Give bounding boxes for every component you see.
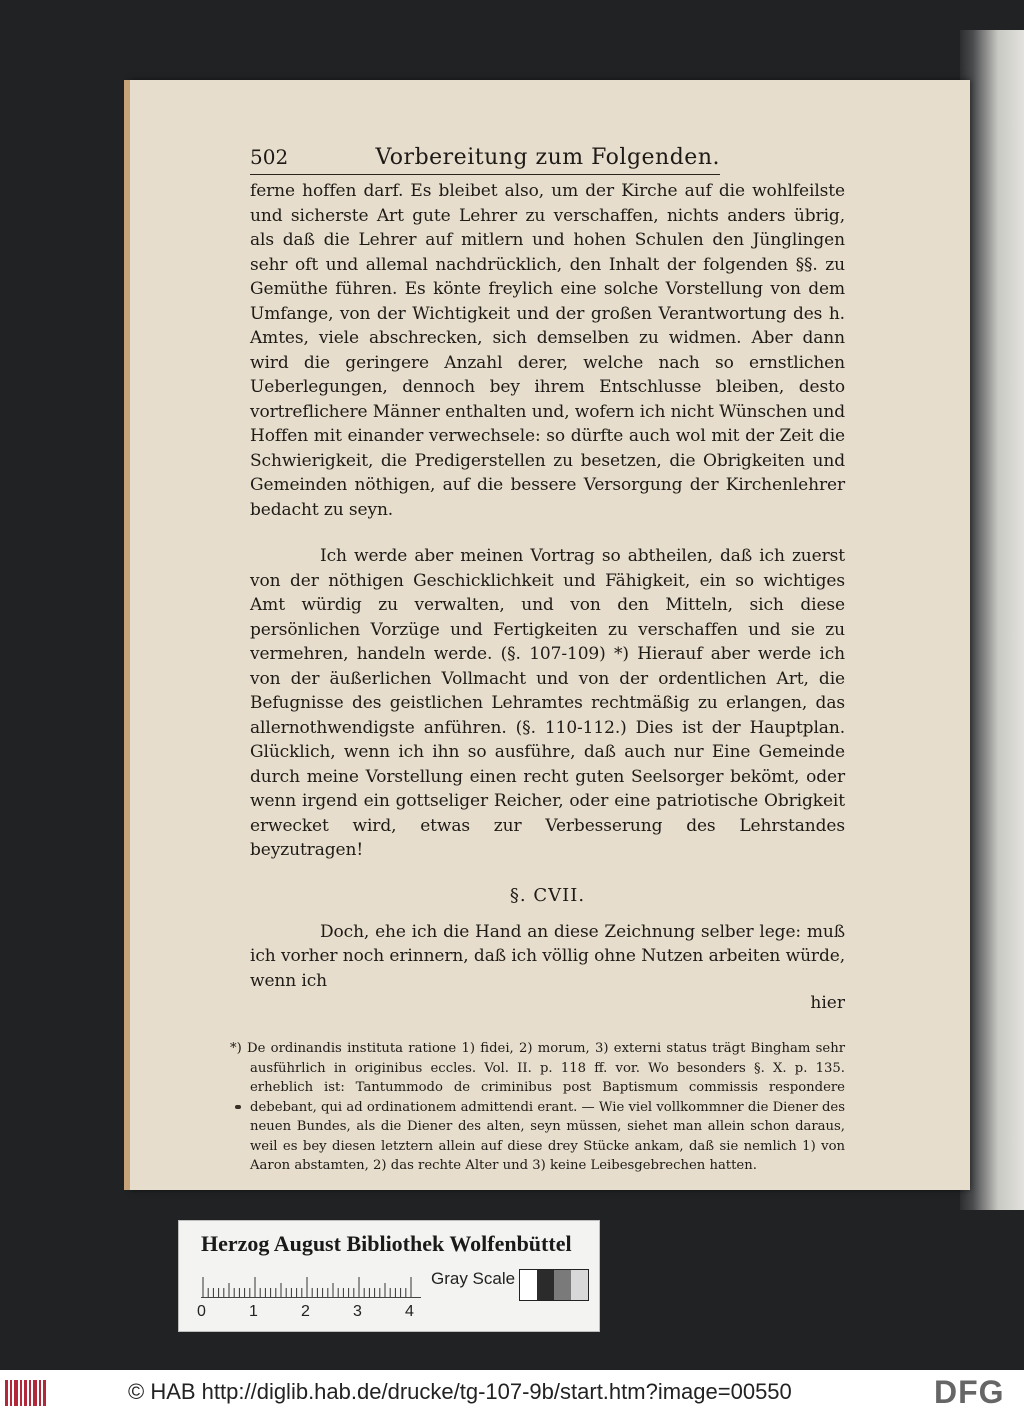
- gray-scale-label: Gray Scale: [431, 1269, 516, 1288]
- gray-swatch-mid: [554, 1270, 571, 1300]
- footer-url[interactable]: © HAB http://diglib.hab.de/drucke/tg-107-9b/start.htm?image=00550: [128, 1379, 792, 1404]
- ruler-label-4: 4: [405, 1303, 414, 1320]
- paragraph-3: Doch, ehe ich die Hand an diese Zeichnung selber lege: muß ich vorher noch erinnern, daß ich völlig ohne Nutzen arbeiten würde, wenn ich: [250, 921, 845, 991]
- paragraph-1: ferne hoffen darf. Es bleibet also, um der Kirche auf die wohlfeilste und sicherste Art gute Lehrer zu verschaffen, nichts anders übrig, als daß die Lehrer auf mitlern und hohen Schulen den Jünglingen sehr oft und allemal nachdrücklich, den Inhalt der folgenden §§. zu Gemüthe führen. Es könte freylich eine solche Vorstellung von dem Umfange, von der Wichtigkeit und der großen Verantwortung des h. Amtes, viele abschrecken, sich demselben zu widmen. Aber dann wird die geringere Anzahl derer, welche nach so ernstlichen Ueberlegungen, dennoch bey ihrem Entschlusse bleiben, desto vortreflichere Männer enthalten und, wofern ich nicht Wünschen und Hoffen mit einander verwechsele: so dürfte auch wol mit der Zeit die Schwierigkeit, die Predigerstellen zu besetzen, die Obrigkeiten und Gemeinden nöthigen, auf die bessere Versorgung der Kirchenlehrer bedacht zu seyn.: [250, 181, 845, 520]
- ruler-label-1: 1: [249, 1303, 258, 1320]
- page-content: [230, 145, 845, 1189]
- footnote: *) De ordinandis instituta ratione 1) fidei, 2) morum, 3) externi status trägt Bingham sehr ausführlich in originibus eccles. Vol. II. p. 118 ff. vor. Wo besonders §. X. p. 135. erheblich ist: Tantummodo de criminibus post Baptismum commissis respondere debebant, qui ad ordinationem admittendi erant. — Wie viel vollkommner die Diener des neuen Bundes, als die Diener des alten, seyn müssen, siehet man allein schon daraus, weil es bey diesen letztern allein auf diese drey Stücke ankam, daß sie nemlich 1) von Aaron abstamten, 2) das rechte Alter und 3) keine Leibesgebrechen hatten.: [230, 1041, 845, 1173]
- ink-mark: [235, 1105, 241, 1109]
- ruler-label-3: 3: [353, 1303, 362, 1320]
- book-page: [130, 80, 970, 1190]
- footer-bar: [0, 1370, 1024, 1416]
- library-name: Herzog August Bibliothek Wolfenbüttel: [201, 1231, 572, 1256]
- paragraph-2: Ich werde aber meinen Vortrag so abtheilen, daß ich zuerst von der nöthigen Geschicklichkeit und Fähigkeit, ein so wichtiges Amt würdig zu verwalten, und von den Mitteln, sich diese persönlichen Vorzüge und Fertigkeiten zu verschaffen und sie zu vermehren, handeln werde. (§. 107-109) *) Hierauf aber werde ich von der äußerlichen Vollmacht und von der ordentlichen Art, die Befugnisse des geistlichen Lehramtes rechtmäßig zu erlangen, das allernothwendigste anführen. (§. 110-112.) Dies ist der Hauptplan. Glücklich, wenn ich ihn so ausführe, daß auch nur Eine Gemeinde durch meine Vorstellung einen recht guten Seelsorger bekömt, oder wenn irgend ein gottseliger Reicher, oder eine patriotische Obrigkeit erwecket wird, etwas zur Verbesserung des Lehrstandes beyzutragen!: [250, 546, 845, 860]
- library-label-card: [178, 1220, 600, 1332]
- gray-swatch-white: [520, 1270, 537, 1300]
- ruler-label-0: 0: [197, 1303, 206, 1320]
- ruler-ticks: [201, 1277, 421, 1297]
- gray-swatch-black: [537, 1270, 554, 1300]
- running-head: Vorbereitung zum Folgenden.: [375, 145, 720, 170]
- hab-barcode-logo-icon: [4, 1378, 48, 1408]
- gray-scale-swatches: [519, 1269, 589, 1301]
- gray-swatch-light: [571, 1270, 588, 1300]
- dfg-logo: DFG: [934, 1374, 1005, 1410]
- page-header: [250, 145, 720, 175]
- scale-ruler: [201, 1271, 421, 1298]
- ruler-label-2: 2: [301, 1303, 310, 1320]
- section-heading: §. CVII.: [509, 884, 586, 906]
- catchword: hier: [810, 993, 845, 1013]
- page-number: 502: [250, 145, 289, 169]
